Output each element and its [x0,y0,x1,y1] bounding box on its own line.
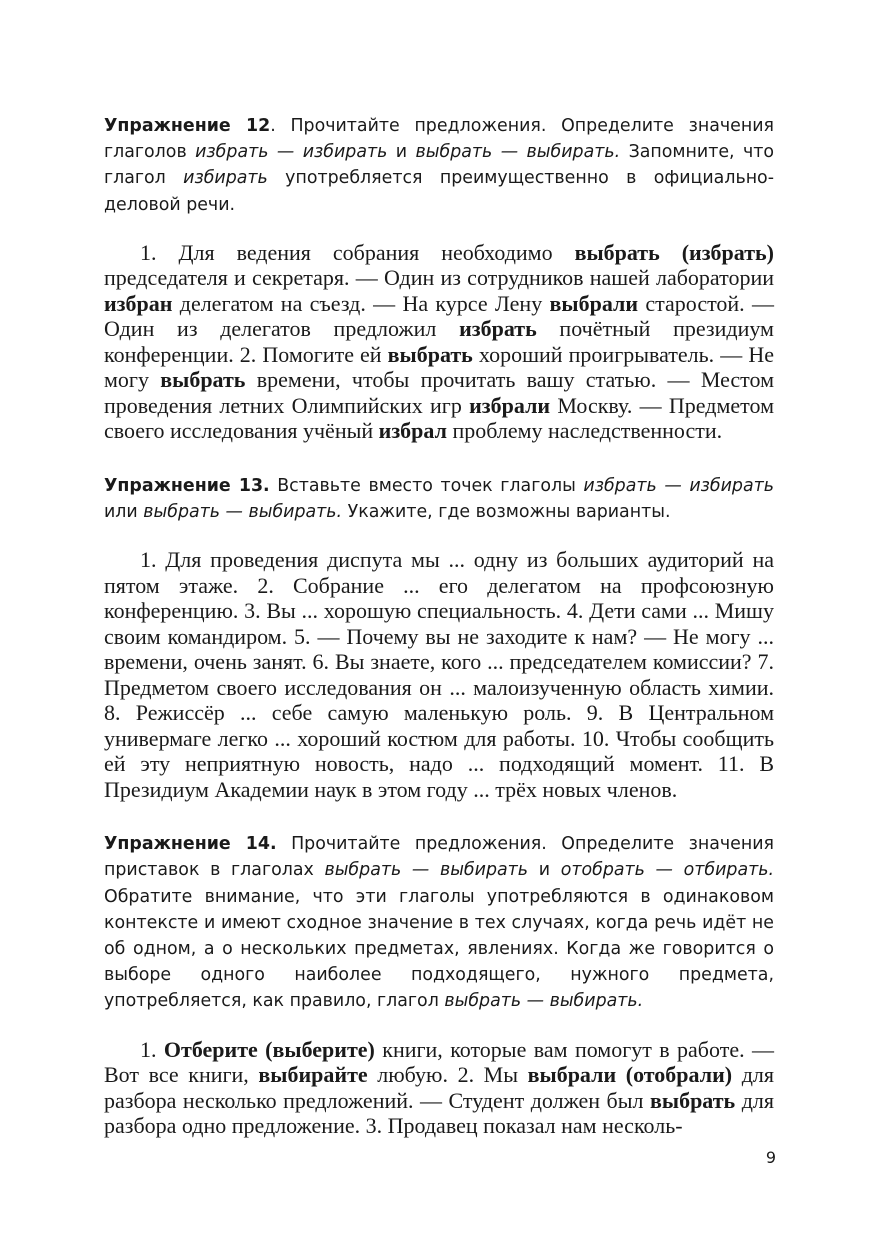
task-verb-pair: выбрать — выбирать. [415,142,621,163]
body-text: Москву. — Предметом своего исследования учёный [104,392,774,444]
task-text: Укажите, где возможны варианты. [342,502,671,523]
body-text: 1. Для ведения собрания необходимо [140,239,575,265]
page-number: 9 [765,1148,776,1167]
body-text: книги, которые вам помогут в работе. — Вот все книги, [104,1036,774,1088]
body-text: почётный президиум конференции. 2. Помогите ей [104,316,774,367]
body-text: 1. [140,1036,164,1062]
task-verb-pair: избрать — избирать [583,475,774,496]
body-text: для разбора одно предложение. 3. Продавец показал нам несколь- [104,1087,774,1139]
spacer [104,525,774,547]
task-verb-pair: отобрать — отбирать. [560,860,775,881]
highlighted-verb: избрать [459,316,537,342]
highlighted-verb: выбрать [650,1087,736,1113]
page-content [104,113,774,1139]
exercise-14-body [104,1037,774,1139]
task-verb-pair: выбрать — выбирать. [444,991,644,1012]
exercise-13-heading: Упражнение 13. [104,475,270,496]
exercise-13-task [104,473,774,525]
body-text: председателя и секретаря. — Один из сотрудников нашей лаборатории [104,265,774,291]
task-text: Обратите внимание, что эти глаголы употребляются в одинаковом контексте и имеют сходное значение в тех случаях, когда речь идёт не об одном, а о нескольких предметах, явлениях. Когда же говорится о выборе одного наиболее подходящего, нужного предмета, употребляется, как правило, глагол [104,886,774,1012]
exercise-14-heading: Упражнение 14. [104,834,277,855]
highlighted-verb: выбрать [387,341,473,367]
task-text: Вставьте вместо точек глаголы [269,475,584,496]
body-text: делегатом на съезд. — На курсе Лену [172,290,550,316]
highlighted-verb: избрали [469,392,551,418]
task-text: и [528,860,561,881]
exercise-12-task [104,113,774,218]
task-verb-pair: избрать — избирать [195,142,388,163]
task-text: Прочитайте предложения. Определите значения приставок в глаголах [104,834,774,881]
body-text: 1. Для проведения диспута мы ... одну из больших аудиторий на пятом этаже. 2. Собрание ... его делегатом на профсоюзную конференцию. 3. Вы ... хорошую специальность. 4. Дети сами ... Мишу своим командиром. 5. — Почему вы не заходите к нам? — Не могу ... времени, очень занят. 6. Вы знаете, кого ... председателем комиссии? 7. Предметом своего исследования он ... малоизученную область химии. 8. Режиссёр ... себе самую маленькую роль. 9. В Центральном универмаге легко ... хороший костюм для работы. 10. Чтобы сообщить ей эту неприятную новость, надо ... подходящий момент. 11. В Президиум Академии наук в этом году ... трёх новых членов. [104,547,774,802]
body-text: для разбора несколько предложений. — Студент должен был [104,1062,774,1113]
body-text: хороший проигрыватель. — Не могу [104,341,774,393]
exercise-13 [104,473,774,831]
highlighted-verb: Отберите (выберите) [163,1036,375,1062]
highlighted-verb: выбрать (избрать) [574,239,774,265]
exercise-14 [104,831,774,1138]
exercise-13-body [104,547,774,802]
spacer [104,444,774,473]
highlighted-verb: выбрали (отобрали) [527,1062,733,1088]
highlighted-verb: избран [104,290,173,316]
task-text: Запомните, что глагол [104,142,775,189]
body-text: проблему наследственности. [446,418,723,444]
exercise-12-heading: Упражнение 12 [104,116,271,136]
body-text: старостой. — Один из делегатов предложил [104,290,774,342]
task-verb-pair: выбрать — выбирать [324,860,529,881]
exercise-14-task [104,831,774,1014]
task-text: . Прочитайте предложения. Определите значения глаголов [104,116,774,163]
highlighted-verb: выбрали [549,290,639,316]
spacer [104,802,774,831]
body-text: любую. 2. Мы [367,1062,528,1088]
exercise-12-body [104,240,774,444]
task-text: и [387,142,416,163]
spacer [104,1015,774,1037]
task-text: или [104,502,144,523]
highlighted-verb: выбрать [160,367,246,393]
body-text: времени, чтобы прочитать вашу статью. — Местом проведения летних Олимпийских игр [104,367,775,418]
task-verb: избирать [183,168,268,189]
spacer [104,218,774,240]
highlighted-verb: выбирайте [258,1062,368,1088]
task-text: употребляется преимущественно в официально-деловой речи. [104,168,774,215]
exercise-12 [104,113,774,473]
task-verb-pair: выбрать — выбирать. [143,502,343,523]
highlighted-verb: избрал [378,418,447,444]
